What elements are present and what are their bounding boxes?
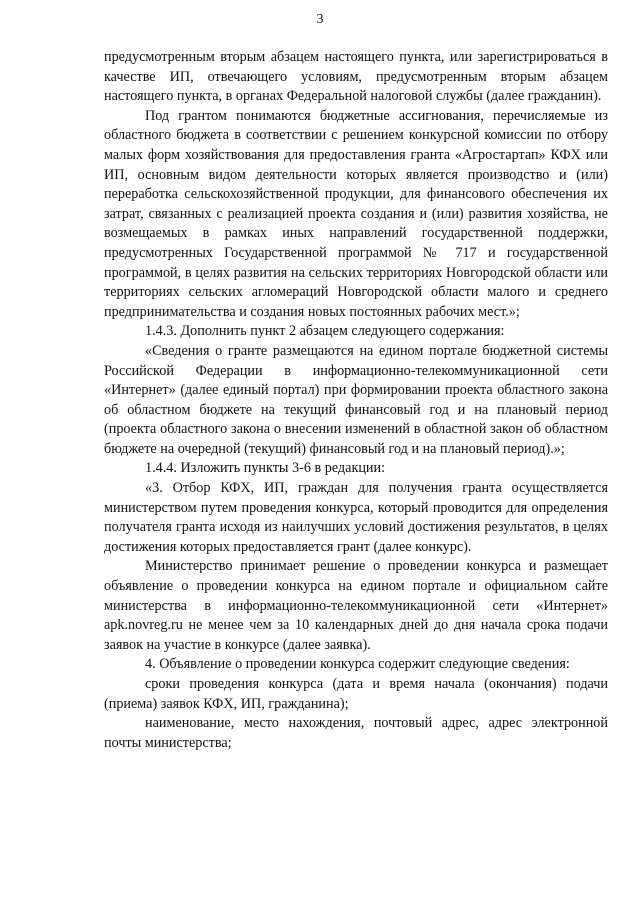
paragraph-6: «3. Отбор КФХ, ИП, граждан для получения гранта осуществляется министерством путем проведения конкурса, который проводится для определения получателя гранта исходя из наилучших условий достижения результатов, в целях достижения которых предоставляется грант (далее конкурс).: [104, 480, 608, 555]
paragraph-3: 1.4.3. Дополнить пункт 2 абзацем следующего содержания:: [145, 323, 505, 340]
paragraph-5: 1.4.4. Изложить пункты 3-6 в редакции:: [145, 460, 386, 477]
paragraph-7: Министерство принимает решение о проведении конкурса и размещает объявление о проведении конкурса на едином портале и официальном сайте министерства в информационно-телекоммуникационной сети «Интернет» apk.novreg.ru не менее чем за 10 календарных дней до дня начала срока подачи заявок на участие в конкурсе (далее заявка).: [104, 558, 608, 653]
document-body: [104, 48, 608, 753]
paragraph-8: 4. Объявление о проведении конкурса содержит следующие сведения:: [145, 656, 570, 673]
paragraph-4: «Сведения о гранте размещаются на едином портале бюджетной системы Российской Федерации в информационно-телекоммуникационной сети «Интернет» (далее единый портал) при формировании проекта областного закона об областном бюджете на текущий финансовый год и на плановый период (проекта областного закона о внесении изменений в областной закон об областном бюджете на очередной (текущий) финансовый год и на плановый период).»;: [104, 342, 608, 457]
paragraph-2: Под грантом понимаются бюджетные ассигнования, перечисляемые из областного бюджета в соответствии с решением конкурсной комиссии по отбору малых форм хозяйствования для предоставления гранта «Агростартап» КФХ или ИП, основным видом деятельности которых является производство и (или) переработка сельскохозяйственной продукции, для финансового обеспечения их затрат, связанных с реализацией проекта создания и (или) развития хозяйства, не возмещаемых в рамках иных направлений государственной поддержки, предусмотренных Государственной программой № 717 и государственной программой, в целях развития на сельских территориях Новгородской области или территориях сельских агломераций Новгородской области малого и среднего предпринимательства и создания новых постоянных рабочих мест.»;: [104, 107, 608, 320]
paragraph-10: наименование, место нахождения, почтовый адрес, адрес электронной почты министерства;: [104, 715, 608, 751]
paragraph-1: предусмотренным вторым абзацем настоящего пункта, или зарегистрироваться в качестве ИП, отвечающего условиям, предусмотренным вторым абзацем настоящего пункта, в органах Федеральной налоговой службы (далее гражданин).: [104, 49, 608, 105]
paragraph-9: сроки проведения конкурса (дата и время начала (окончания) подачи (приема) заявок КФХ, ИП, гражданина);: [104, 676, 608, 712]
page-number: 3: [316, 12, 324, 27]
